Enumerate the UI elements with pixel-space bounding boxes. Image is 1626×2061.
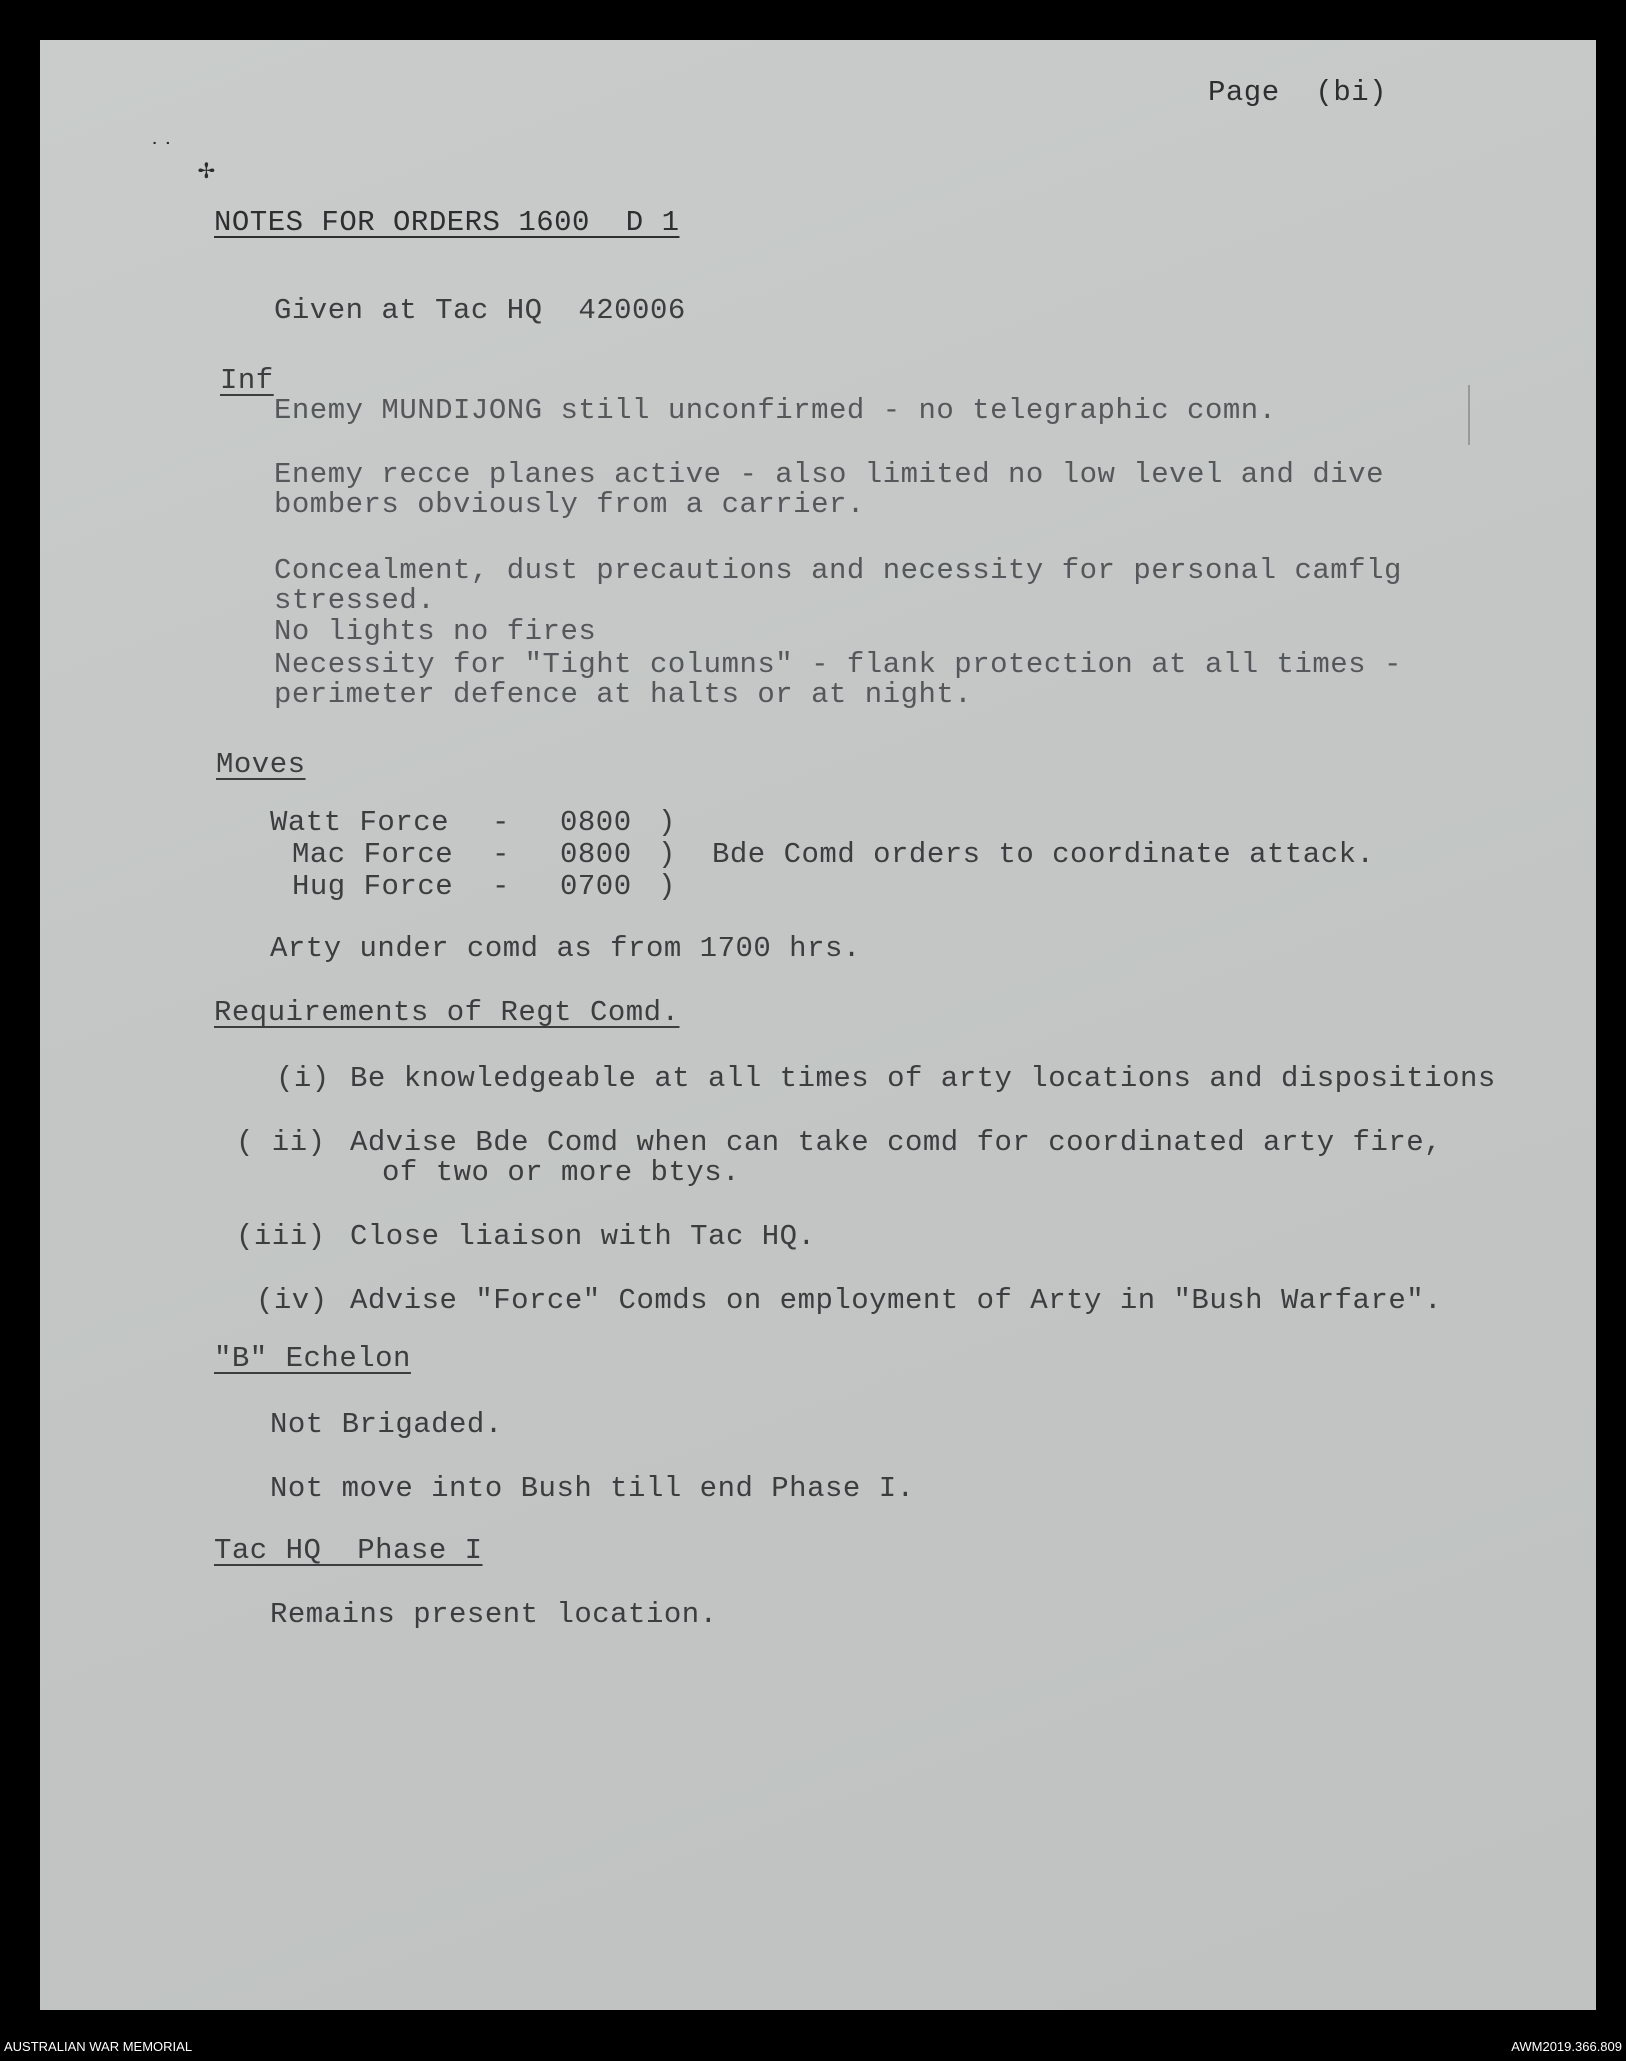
b-echelon-line: Not move into Bush till end Phase I.: [270, 1472, 915, 1505]
requirement-text: Advise Bde Comd when can take comd for coordinated arty fire,: [350, 1126, 1443, 1159]
document-title: NOTES FOR ORDERS 1600 D 1: [214, 206, 680, 239]
b-echelon-line: Not Brigaded.: [270, 1408, 503, 1441]
requirement-number: (iii): [236, 1220, 326, 1253]
ink-mark: ˙˙: [148, 140, 175, 165]
page-label: Page (bi): [1208, 76, 1388, 109]
inf-line: perimeter defence at halts or at night.: [274, 678, 973, 711]
requirement-number: (iv): [256, 1284, 328, 1317]
force-name: Watt Force: [270, 806, 450, 839]
force-dash: -: [492, 870, 510, 903]
requirement-text: Close liaison with Tac HQ.: [350, 1220, 816, 1253]
document-page: [40, 40, 1596, 2010]
inf-line: stressed.: [274, 584, 436, 617]
inf-line: Enemy recce planes active - also limited no low level and dive: [274, 458, 1384, 491]
force-dash: -: [492, 806, 510, 839]
force-bracket: ): [658, 838, 676, 871]
requirement-number: (i): [276, 1062, 330, 1095]
b-echelon-heading: "B" Echelon: [214, 1342, 411, 1375]
requirement-text: Advise "Force" Comds on employment of Arty in "Bush Warfare".: [350, 1284, 1443, 1317]
force-name: Hug Force: [292, 870, 454, 903]
inf-line: Concealment, dust precautions and necessity for personal camflg: [274, 554, 1402, 587]
tac-hq-heading: Tac HQ Phase I: [214, 1534, 483, 1567]
inf-line: bombers obviously from a carrier.: [274, 488, 865, 521]
fold-line: [1468, 385, 1470, 445]
requirement-number: ( ii): [236, 1126, 326, 1159]
requirements-heading: Requirements of Regt Comd.: [214, 996, 680, 1029]
force-time: 0800: [560, 838, 632, 871]
force-time: 0700: [560, 870, 632, 903]
requirement-text: of two or more btys.: [382, 1156, 741, 1189]
inf-heading: Inf: [220, 364, 274, 397]
moves-note: Bde Comd orders to coordinate attack.: [712, 838, 1375, 871]
force-bracket: ): [658, 870, 676, 903]
ink-mark: ✢: [198, 156, 215, 187]
force-time: 0800: [560, 806, 632, 839]
arty-line: Arty under comd as from 1700 hrs.: [270, 932, 861, 965]
footer-archive-name: AUSTRALIAN WAR MEMORIAL: [4, 2039, 193, 2054]
footer-archive-id: AWM2019.366.809: [1511, 2039, 1622, 2054]
inf-line: No lights no fires: [274, 615, 597, 648]
tac-hq-line: Remains present location.: [270, 1598, 718, 1631]
force-name: Mac Force: [292, 838, 454, 871]
inf-line: Necessity for "Tight columns" - flank protection at all times -: [274, 648, 1402, 681]
force-dash: -: [492, 838, 510, 871]
force-bracket: ): [658, 806, 676, 839]
requirement-text: Be knowledgeable at all times of arty locations and dispositions: [350, 1062, 1496, 1095]
inf-line: Enemy MUNDIJONG still unconfirmed - no telegraphic comn.: [274, 394, 1277, 427]
given-at-line: Given at Tac HQ 420006: [274, 294, 686, 327]
moves-heading: Moves: [216, 748, 306, 781]
